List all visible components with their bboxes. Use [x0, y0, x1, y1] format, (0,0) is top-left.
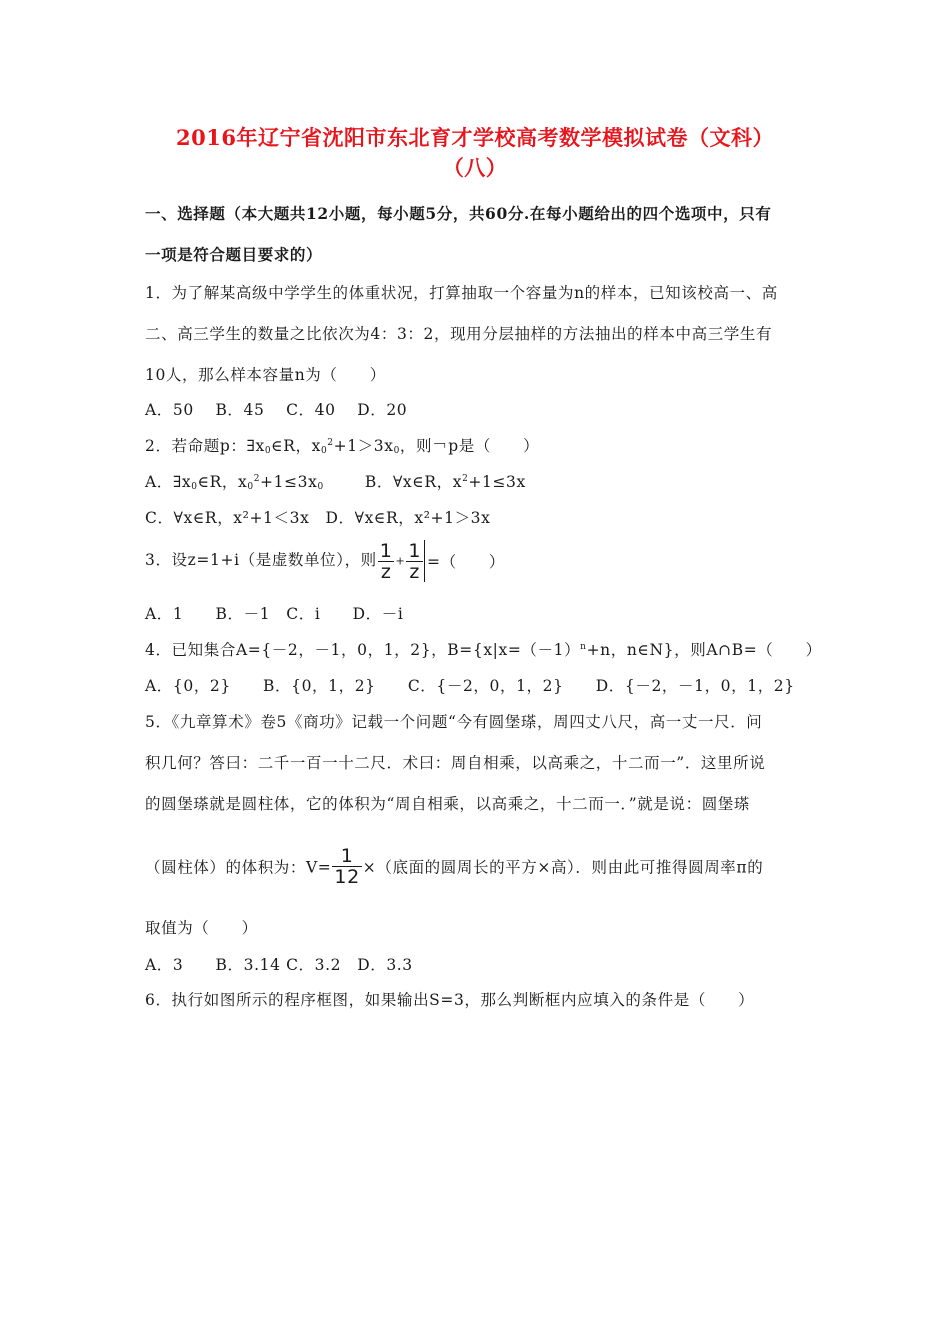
q2-stem-part: 2．若命题p：∃x	[145, 437, 265, 455]
q1-stem-line1: 1．为了解某高级中学学生的体重状况，打算抽取一个容量为n的样本，已知该校高一、高	[145, 284, 778, 302]
q2-stem-part: ，则￢p是（ ）	[399, 437, 540, 455]
q3-bar	[424, 540, 425, 582]
q3-fraction-1: $\frac{1}{z}$	[379, 539, 393, 583]
q4-stem-part: +n，n∈N}，则A∩B=（ ）	[586, 641, 822, 659]
q6-stem: 6．执行如图所示的程序框图，如果输出S=3，那么判断框内应填入的条件是（ ）	[145, 991, 755, 1009]
q5-options: A．3 B．3.14 C．3.2 D．3.3	[145, 956, 413, 974]
superscript: 2	[327, 438, 334, 448]
q2-options-ab	[145, 470, 526, 492]
q1-options: A．50 B．45 C．40 D．20	[145, 401, 408, 419]
section-heading-line2: 一项是符合题目要求的）	[145, 245, 323, 264]
q5-stem-line5: 取值为（ ）	[145, 919, 258, 937]
q2-option-b: B．∀x∈R，$x^2+1\le 3x$	[364, 473, 526, 491]
q1-stem-line3: 10人，那么样本容量n为（ ）	[145, 366, 386, 384]
q5-stem-line4	[145, 846, 763, 887]
subscript: 0	[320, 446, 328, 456]
q2-options-cd: C．∀x∈R，x²+1＜3x D．∀x∈R，x²+1＞3x	[145, 509, 491, 527]
q5-stem-line3: 的圆堡瑹就是圆柱体，它的体积为“周自相乘，以高乘之，十二而一．”就是说：圆堡瑹	[145, 795, 751, 813]
q5-stem-line2: 积几何？答曰：二千一百一十二尺．术曰：周自相乘，以高乘之，十二而一”．这里所说	[145, 754, 766, 772]
q3-stem-part: =（ ）	[427, 553, 506, 571]
section-heading-line1: 一、选择题（本大题共12小题，每小题5分，共60分.在每小题给出的四个选项中，只有	[145, 204, 772, 223]
q3-fraction-2: $\frac{1}{z}$	[408, 539, 422, 583]
q3-stem-part: 3．设z=1+i（是虚数单位），则	[145, 551, 377, 569]
q5-fraction: $\frac{1}{12}$	[334, 845, 360, 888]
q2-stem	[145, 434, 539, 456]
q4-stem	[145, 638, 822, 660]
q1-stem-line2: 二、高三学生的数量之比依次为4：3：2，现用分层抽样的方法抽出的样本中高三学生有	[145, 325, 773, 343]
q2-stem-part: +1＞3x	[333, 437, 394, 455]
page-title: 2016年辽宁省沈阳市东北育才学校高考数学模拟试卷（文科）	[176, 125, 774, 150]
subscript: 0	[393, 446, 400, 456]
q3-options: A．1 B．－1 C．i D．－i	[145, 605, 404, 623]
page-subtitle: （八）	[442, 155, 508, 180]
q5-stem-part: ×（底面的圆周长的平方×高）．则由此可推得圆周率π的	[362, 858, 764, 877]
superscript: n	[580, 642, 587, 652]
subscript: 0	[264, 446, 272, 456]
q3-stem: 3．设z=1+i（是虚数单位），则 $\frac{1}{z}$ + $\frac{1}{z}$ =（ ）	[145, 539, 506, 583]
q5-stem-part: （圆柱体）的体积为：V=	[145, 858, 332, 877]
q2-stem-part: ∈R，x	[271, 437, 321, 455]
q4-options: A．{0，2} B．{0，1，2} C．{－2，0，1，2} D．{－2，－1，0，1，2}	[145, 677, 795, 695]
q5-stem-line1: 5．《九章算术》卷5《商功》记载一个问题“今有圆堡瑹，周四丈八尺，高一丈一尺．问	[145, 713, 763, 731]
q4-stem-part: 4．已知集合A={－2，－1，0，1，2}，B={x|x=（－1）	[145, 641, 581, 659]
q2-option-a: A．$\exists x_0\in R$，$x_0^2+1\le 3x_0$	[145, 473, 324, 492]
